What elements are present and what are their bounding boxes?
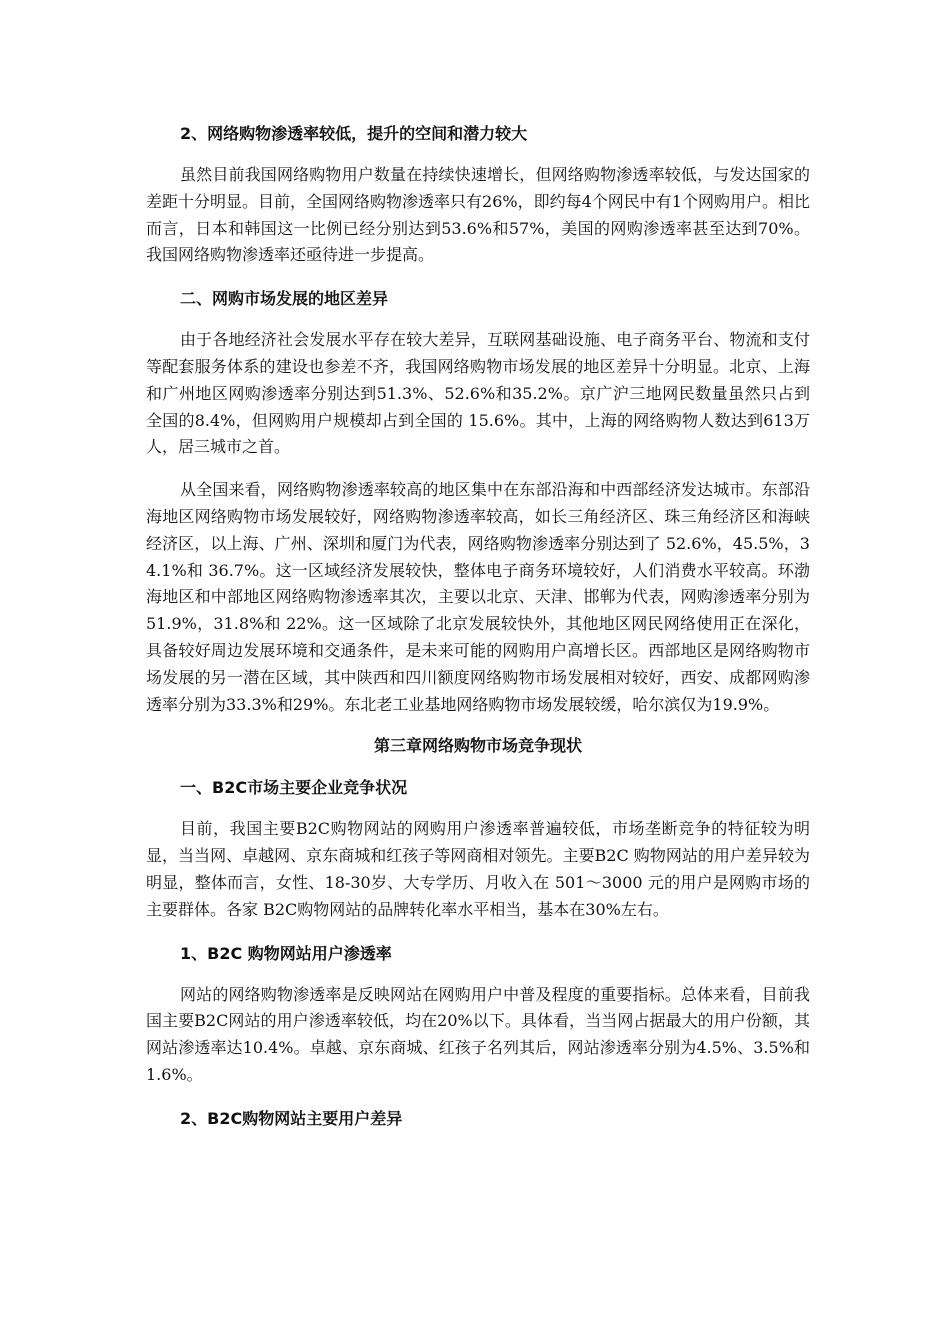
document-page — [146, 120, 810, 1133]
paragraph-b2c-competition: 目前，我国主要B2C购物网站的网购用户渗透率普遍较低，市场垄断竞争的特征较为明显，当当网、卓越网、京东商城和红孩子等网商相对领先。主要B2C 购物网站的用户差异较为明显，整体而言，女性、18-30岁、大专学历、月收入在 501～3000 元的用户是网购市场的主要群体。各家 B2C购物网站的品牌转化率水平相当，基本在30%左右。 — [146, 819, 810, 919]
chapter-3-title: 第三章网络购物市场竞争现状 — [373, 736, 582, 756]
paragraph-region-1: 由于各地经济社会发展水平存在较大差异，互联网基础设施、电子商务平台、物流和支付等配套服务体系的建设也参差不齐，我国网络购物市场发展的地区差异十分明显。北京、上海和广州地区网购渗透率分别达到51.3%、52.6%和35.2%。京广沪三地网民数量虽然只占到全国的8.4%，但网购用户规模却占到全国的 15.6%。其中，上海的网络购物人数达到613万人，居三城市之首。 — [146, 330, 810, 457]
paragraph-region-2: 从全国来看，网络购物渗透率较高的地区集中在东部沿海和中西部经济发达城市。东部沿海地区网络购物市场发展较好，网络购物渗透率较高，如长三角经济区、珠三角经济区和海峡经济区，以上海、广州、深圳和厦门为代表，网络购物渗透率分别达到了 52.6%，45.5%，34.1%和 36.7%。这一区域经济发展较快，整体电子商务环境较好，人们消费水平较高。环渤海地区和中部地区网络购物渗透率其次，主要以北京、天津、邯郸为代表，网购渗透率分别为51.9%，31.8%和 22%。这一区域除了北京发展较快外，其他地区网民网络使用正在深化，具备较好周边发展环境和交通条件，是未来可能的网购用户高增长区。西部地区是网络购物市场发展的另一潜在区域，其中陕西和四川额度网络购物市场发展相对较好，西安、成都网购渗透率分别为33.3%和29%。东北老工业基地网络购物市场发展较缓，哈尔滨仅为19.9%。 — [146, 480, 810, 714]
paragraph-penetration: 虽然目前我国网络购物用户数量在持续快速增长，但网络购物渗透率较低，与发达国家的差距十分明显。目前，全国网络购物渗透率只有26%，即约每4个网民中有1个网购用户。相比而言，日本和韩国这一比例已经分别达到53.6%和57%，美国的网购渗透率甚至达到70%。我国网络购物渗透率还亟待进一步提高。 — [146, 165, 810, 265]
heading-penetration: 2、网络购物渗透率较低，提升的空间和潜力较大 — [180, 124, 528, 143]
heading-b2c-competition: 一、B2C市场主要企业竞争状况 — [180, 778, 408, 798]
heading-b2c-penetration: 1、B2C 购物网站用户渗透率 — [180, 943, 392, 963]
heading-b2c-user-difference: 2、B2C购物网站主要用户差异 — [180, 1108, 403, 1128]
heading-region-difference: 二、网购市场发展的地区差异 — [180, 289, 389, 309]
paragraph-b2c-penetration: 网站的网络购物渗透率是反映网站在网购用户中普及程度的重要指标。总体来看，目前我国主要B2C网站的用户渗透率较低，均在20%以下。具体看，当当网占据最大的用户份额，其网站渗透率达10.4%。卓越、京东商城、红孩子名列其后，网站渗透率分别为4.5%、3.5%和1.6%。 — [146, 984, 810, 1084]
